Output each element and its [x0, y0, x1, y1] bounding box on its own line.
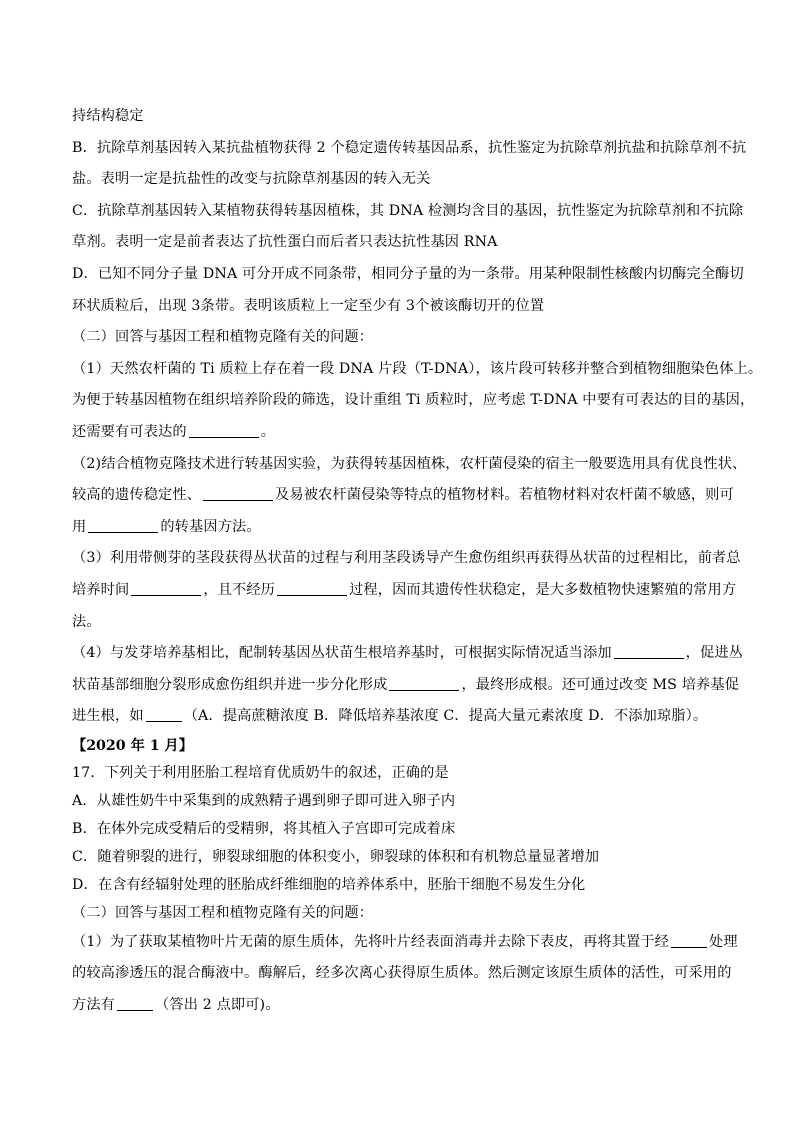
question-4-line-2	[72, 670, 740, 702]
option-b-line-1	[72, 133, 747, 165]
option-d-line-2	[72, 291, 728, 323]
text-span: 用	[72, 518, 87, 535]
question-1-line-2	[72, 385, 755, 417]
question-17-stem	[72, 759, 728, 787]
text-span: 的较高渗透压的混合酶液中。酶解后，经多次离心获得原生质体。然后测定该原生质体的活性，可采用的	[72, 965, 732, 982]
answer-blank[interactable]	[117, 996, 153, 1011]
answer-blank[interactable]	[189, 423, 259, 438]
text-span: （二）回答与基因工程和植物克隆有关的问题：	[72, 329, 374, 346]
text-span: 法。	[72, 613, 101, 630]
question-2-line-2	[72, 480, 734, 512]
text-span: 方法有	[72, 997, 116, 1014]
question-17-option-b	[72, 815, 728, 843]
text-span: 草剂。表明一定是前者表达了抗性蛋白而后者只表达抗性基因 RNA	[72, 234, 498, 251]
answer-blank[interactable]	[614, 644, 684, 659]
text-span: （2)结合植物克隆技术进行转基因实验，为获得转基因植株，农杆菌侵染的宿主一般要选用具有优良性状、	[72, 455, 747, 472]
text-span: 培养时间	[72, 581, 130, 598]
question-1b-line-2	[72, 958, 732, 990]
text-span: ，且不经历	[203, 581, 276, 598]
question-1b-line-3	[72, 990, 728, 1022]
year-heading	[72, 733, 728, 759]
text-span: （A．提高蔗糖浓度 B．降低培养基浓度 C．提高大量元素浓度 D．不添加琼脂）。	[183, 708, 708, 725]
section-heading	[72, 899, 728, 927]
text-span: B．抗除草剂基因转入某抗盐植物获得 2 个稳定遗传转基因品系，抗性鉴定为抗除草剂抗盐和抗除草剂不抗	[72, 139, 747, 156]
text-span: 进生根，如	[72, 708, 144, 725]
question-17-option-d	[72, 871, 728, 899]
text-line	[72, 101, 728, 133]
text-span: ，最终形成根。还可通过改变 MS 培养基促	[461, 676, 740, 693]
text-span: （答出 2 点即可)。	[155, 997, 280, 1014]
option-c-line-1	[72, 196, 744, 228]
question-1b-line-1	[72, 927, 738, 959]
text-span: C．随着卵裂的进行，卵裂球细胞的体积变小，卵裂球的体积和有机物总量显著增加	[72, 848, 600, 865]
text-span: 及易被农杆菌侵染等特点的植物材料。若植物材料对农杆菌不敏感，则可	[275, 487, 734, 504]
answer-blank[interactable]	[131, 581, 201, 596]
text-span: 的转基因方法。	[160, 518, 261, 535]
text-span: 为便于转基因植物在组织培养阶段的筛选，设计重组 Ti 质粒时，应考虑 T-DNA 中要有可表达的目的基因，	[72, 392, 755, 409]
document-page	[72, 101, 763, 1022]
text-span: （3）利用带侧芽的茎段获得丛状苗的过程与利用茎段诱导产生愈伤组织再获得丛状苗的过程相比，前者总	[72, 550, 741, 567]
text-span: 处理	[709, 933, 738, 950]
text-span: （1）为了获取某植物叶片无菌的原生质体，先将叶片经表面消毒并去除下表皮，再将其置于经	[72, 933, 670, 950]
question-2-line-1	[72, 449, 747, 481]
answer-blank[interactable]	[203, 486, 273, 501]
question-1-line-3	[72, 417, 728, 449]
option-b-line-2	[72, 164, 728, 196]
question-17-option-c	[72, 843, 728, 871]
answer-blank[interactable]	[277, 581, 347, 596]
answer-blank[interactable]	[389, 676, 459, 691]
text-span: D．已知不同分子量 DNA 可分开成不同条带，相同分子量的为一条带。用某种限制性核酸内切酶完全酶切	[72, 265, 744, 282]
text-span: （二）回答与基因工程和植物克隆有关的问题：	[72, 904, 374, 921]
text-span: A．从雄性奶牛中采集到的成熟精子遇到卵子即可进入卵子内	[72, 792, 456, 809]
text-span: C．抗除草剂基因转入某植物获得转基因植株，其 DNA 检测均含目的基因，抗性鉴定为抗除草剂和不抗除	[72, 202, 744, 219]
answer-blank[interactable]	[671, 933, 707, 948]
text-span: 状苗基部细胞分裂形成愈伤组织并进一步分化形成	[72, 676, 388, 693]
text-span: 盐。表明一定是抗盐性的改变与抗除草剂基因的转入无关	[72, 171, 431, 188]
option-c-line-2	[72, 227, 728, 259]
question-4-line-1	[72, 638, 744, 670]
option-d-line-1	[72, 259, 744, 291]
text-span: 。	[260, 423, 276, 440]
question-3-line-1	[72, 543, 741, 575]
text-span: 较高的遗传稳定性、	[72, 487, 202, 504]
text-span: D．在含有经辐射处理的胚胎成纤维细胞的培养体系中，胚胎干细胞不易发生分化	[72, 876, 586, 893]
text-span: （4）与发芽培养基相比，配制转基因丛状苗生根培养基时，可根据实际情况适当添加	[72, 645, 612, 662]
text-span: 过程，因而其遗传性状稳定，是大多数植物快速繁殖的常用方	[349, 581, 737, 598]
question-1-line-1	[72, 354, 763, 386]
question-17-option-a	[72, 787, 728, 815]
answer-blank[interactable]	[146, 707, 182, 722]
text-span: ，促进丛	[685, 645, 744, 662]
question-2-line-3	[72, 512, 728, 544]
text-span: 还需要有可表达的	[72, 423, 187, 440]
text-span: 【2020 年 1 月】	[72, 737, 193, 754]
answer-blank[interactable]	[88, 518, 158, 533]
text-span: 持结构稳定	[72, 108, 144, 124]
text-span: 环状质粒后，出现 3条带。表明该质粒上一定至少有 3个被该酶切开的位置	[72, 297, 545, 314]
question-4-line-3	[72, 701, 728, 733]
text-span: （1）天然农杆菌的 Ti 质粒上存在着一段 DNA 片段（T-DNA），该片段可转移并整合到植物细胞染色体上。	[72, 360, 763, 377]
section-heading	[72, 322, 728, 354]
question-3-line-3	[72, 607, 728, 639]
text-span: 17．下列关于利用胚胎工程培育优质奶牛的叙述，正确的是	[72, 764, 449, 781]
text-span: B．在体外完成受精后的受精卵，将其植入子宫即可完成着床	[72, 820, 456, 837]
question-3-line-2	[72, 575, 737, 607]
